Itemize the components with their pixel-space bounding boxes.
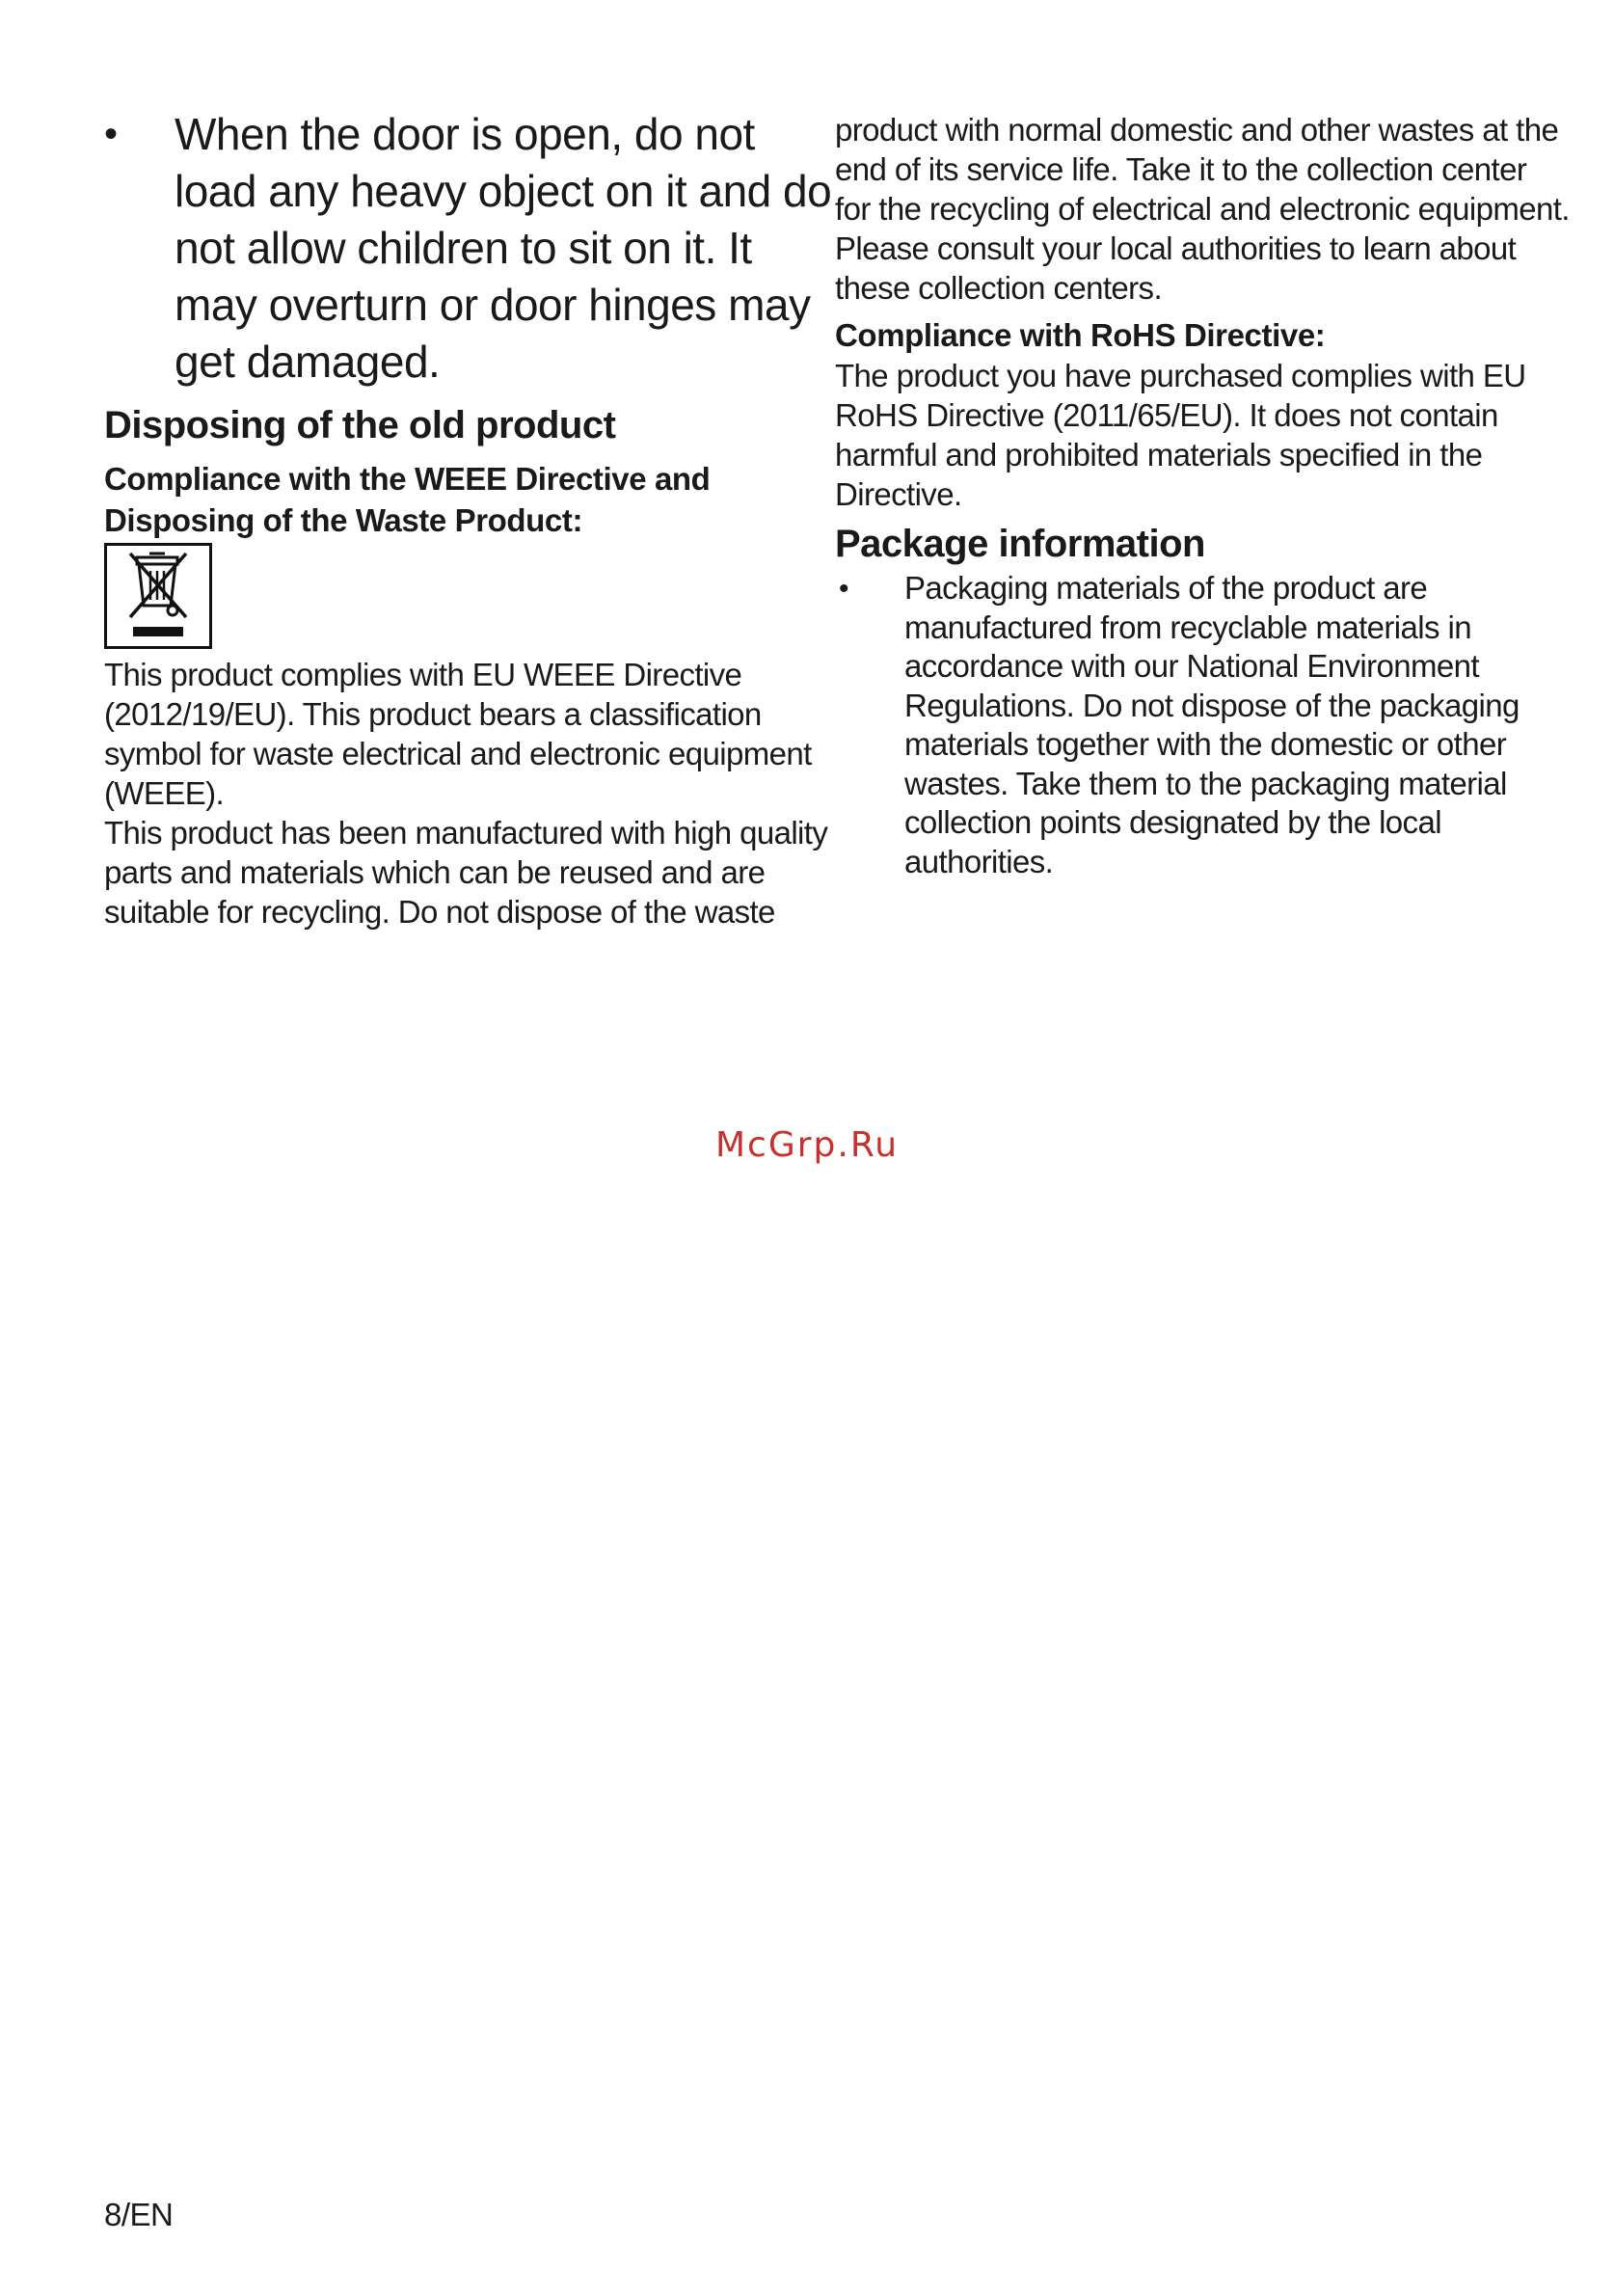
door-warning-line: not allow children to sit on it. It	[175, 223, 752, 273]
weee-bin-icon-frame	[104, 543, 212, 649]
bullet-icon: •	[839, 573, 849, 605]
page-number: 8/EN	[104, 2197, 174, 2232]
door-warning-line: When the door is open, do not	[175, 109, 755, 159]
package-heading: Package information	[835, 523, 1205, 565]
paragraph-line: The product you have purchased complies with EU	[835, 358, 1526, 393]
paragraph-line: for the recycling of electrical and electronic equipment.	[835, 191, 1570, 227]
paragraph-line: (2012/19/EU). This product bears a classification	[104, 696, 762, 732]
paragraph-line: symbol for waste electrical and electronic equipment	[104, 736, 812, 771]
door-warning-bullet	[104, 106, 832, 391]
paragraph-line: these collection centers.	[835, 270, 1163, 306]
paragraph-line: (WEEE).	[104, 775, 225, 811]
rohs-paragraph	[835, 356, 1526, 514]
continued-paragraph	[835, 110, 1570, 308]
paragraph-line: wastes. Take them to the packaging material	[904, 765, 1507, 801]
rohs-heading: Compliance with RoHS Directive:	[835, 317, 1326, 353]
bullet-icon: •	[104, 113, 118, 155]
paragraph-line: authorities.	[904, 843, 1054, 879]
crossed-out-wheelie-bin-icon	[107, 546, 209, 646]
paragraph-line: Directive.	[835, 476, 962, 512]
paragraph-line: This product has been manufactured with high quality	[104, 815, 828, 851]
package-bullet	[835, 569, 1529, 881]
paragraph-line: accordance with our National Environment	[904, 648, 1479, 684]
paragraph-line: Packaging materials of the product are	[904, 570, 1428, 606]
paragraph-line: This product complies with EU WEEE Directive	[104, 657, 742, 692]
watermark-link[interactable]: McGrp.Ru	[714, 1125, 900, 1165]
disposal-heading: Disposing of the old product	[104, 404, 616, 446]
paragraph-line: product with normal domestic and other wastes at the	[835, 112, 1559, 148]
weee-heading	[104, 458, 710, 541]
door-warning-line: get damaged.	[175, 337, 441, 387]
weee-paragraph	[104, 655, 827, 932]
weee-heading-line: Compliance with the WEEE Directive and	[104, 461, 711, 497]
paragraph-line: parts and materials which can be reused and are	[104, 854, 766, 890]
paragraph-line: suitable for recycling. Do not dispose of the waste	[104, 894, 775, 930]
paragraph-line: RoHS Directive (2011/65/EU). It does not contain	[835, 397, 1498, 433]
door-warning-line: may overturn or door hinges may	[175, 280, 811, 330]
paragraph-line: materials together with the domestic or other	[904, 726, 1507, 762]
paragraph-line: manufactured from recyclable materials in	[904, 608, 1471, 645]
paragraph-line: Please consult your local authorities to learn about	[835, 230, 1517, 266]
paragraph-line: end of its service life. Take it to the collection center	[835, 151, 1527, 187]
paragraph-line: harmful and prohibited materials specified in the	[835, 437, 1483, 473]
package-bullet-text	[904, 569, 1529, 881]
paragraph-line: collection points designated by the local	[904, 804, 1441, 840]
paragraph-line: Regulations. Do not dispose of the packaging	[904, 687, 1520, 723]
door-warning-line: load any heavy object on it and do	[175, 166, 832, 216]
weee-heading-line: Disposing of the Waste Product:	[104, 502, 583, 538]
door-warning-text	[175, 106, 832, 391]
